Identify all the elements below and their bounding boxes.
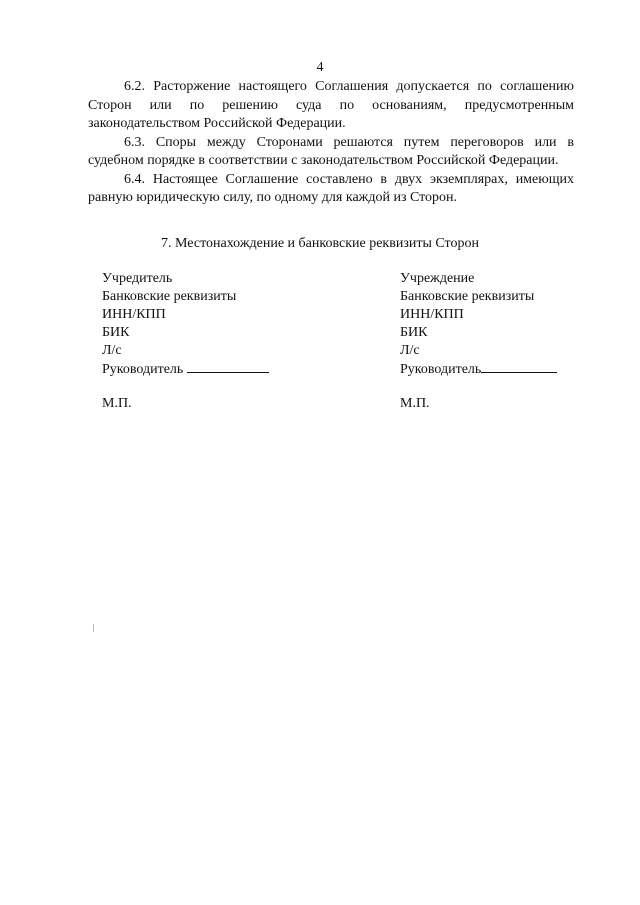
page-number: 4 [316, 60, 324, 75]
left-head-signature-row [102, 360, 269, 379]
right-bank-details-label: Банковские реквизиты [400, 289, 535, 304]
left-stamp-label: М.П. [102, 396, 132, 411]
section-7-title: 7. Местонахождение и банковские реквизиты Сторон [161, 236, 479, 251]
right-head-signature-row [400, 360, 557, 379]
left-head-label: Руководитель [102, 362, 184, 377]
right-account-label: Л/с [400, 343, 420, 358]
right-head-label: Руководитель [400, 362, 482, 377]
left-inn-kpp-label: ИНН/КПП [102, 307, 166, 322]
left-signature-line [187, 360, 269, 373]
left-bank-details-label: Банковские реквизиты [102, 289, 237, 304]
left-party-name: Учредитель [102, 271, 173, 286]
left-account-label: Л/с [102, 343, 122, 358]
paragraph-6-2: 6.2. Расторжение настоящего Соглашения допускается по соглашению Сторон или по решению суда по основаниям, предусмотренным законодательством Российской Федерации. [88, 79, 574, 131]
left-bik-label: БИК [102, 325, 130, 340]
left-party-requisites [102, 270, 269, 413]
section-6-body [88, 78, 574, 208]
right-stamp-label: М.П. [400, 396, 430, 411]
scan-speck [93, 624, 94, 632]
right-bik-label: БИК [400, 325, 428, 340]
right-inn-kpp-label: ИНН/КПП [400, 307, 464, 322]
right-signature-line [481, 360, 557, 373]
paragraph-6-3: 6.3. Споры между Сторонами решаются путем переговоров или в судебном порядке в соответствии с законодательством Российской Федерации. [88, 134, 574, 168]
right-party-name: Учреждение [400, 271, 475, 286]
paragraph-6-4: 6.4. Настоящее Соглашение составлено в двух экземплярах, имеющих равную юридическую силу, по одному для каждой из Сторон. [88, 171, 574, 205]
right-party-requisites [400, 270, 557, 413]
